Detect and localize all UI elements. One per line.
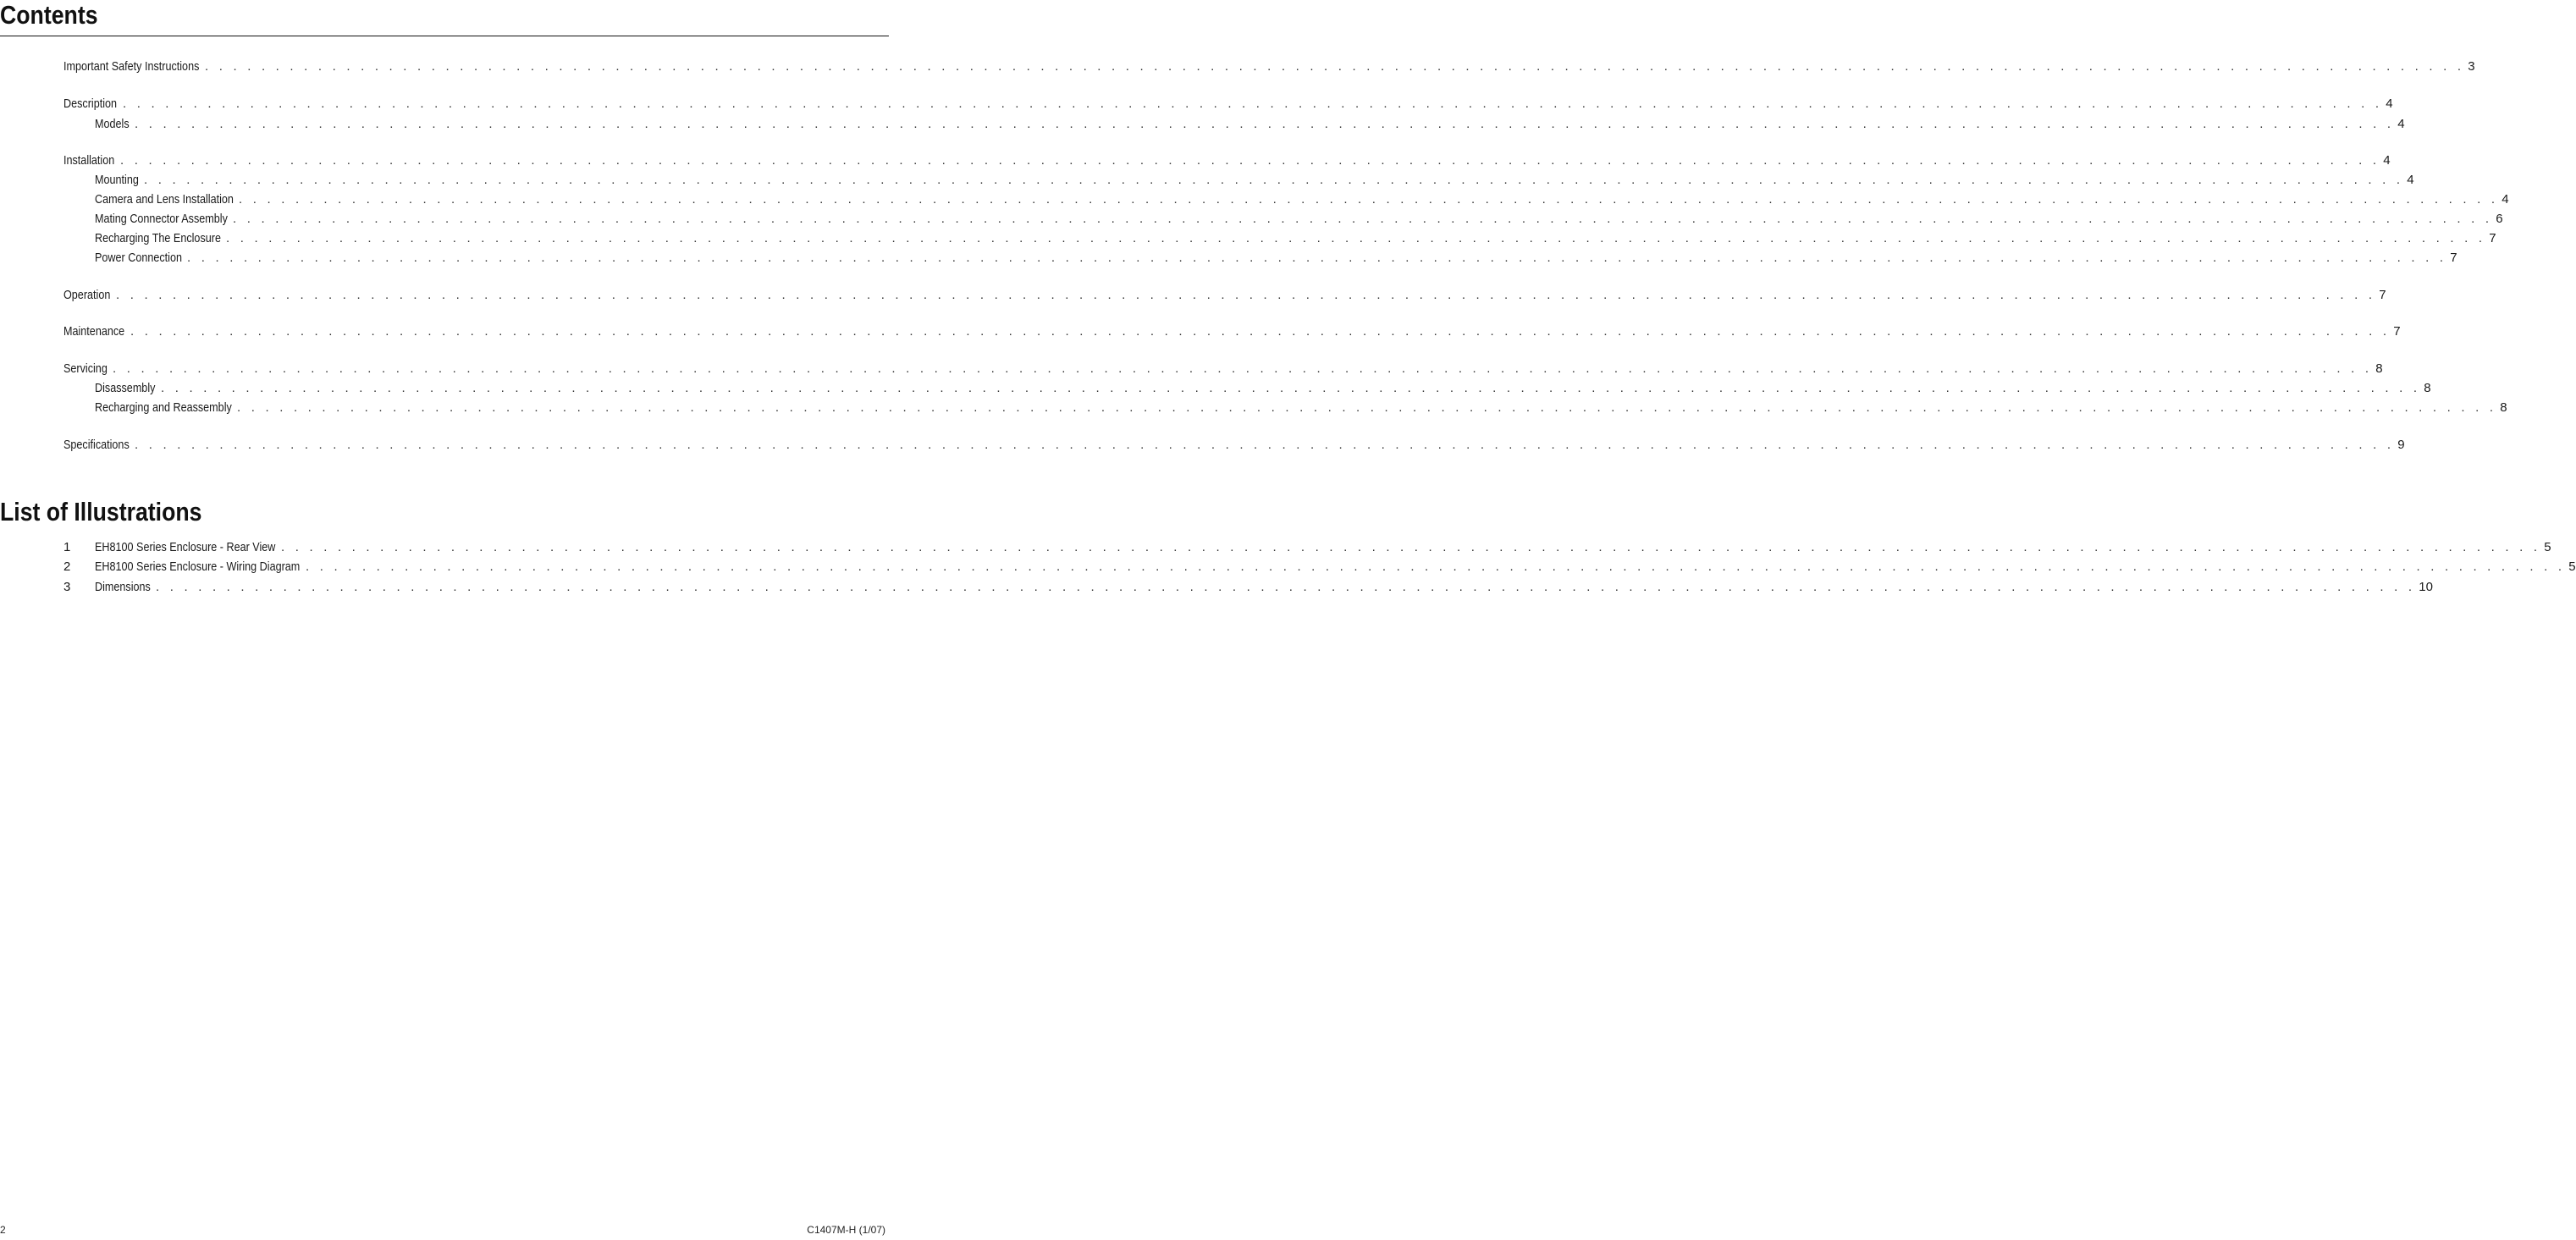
toc-entry-title: Operation bbox=[63, 288, 111, 302]
toc-entry-title: Specifications bbox=[63, 438, 130, 452]
toc-entry-title: Recharging The Enclosure bbox=[95, 231, 221, 245]
toc-page-number: 8 bbox=[2375, 361, 2383, 376]
toc-page-number: 7 bbox=[2450, 251, 2457, 265]
toc-page-number: 4 bbox=[2407, 173, 2414, 187]
toc-page-number: 7 bbox=[2489, 231, 2496, 245]
toc-entry[interactable] bbox=[95, 191, 2509, 207]
toc-page-number: 5 bbox=[2544, 540, 2551, 554]
toc-entry-title: Camera and Lens Installation bbox=[95, 192, 234, 207]
dot-leader: . . . . . . . . . . . . . . . . . . . . . . . . . . . . . . . . . . . . . . . . . . . . . . . . . . . . . . . . . . . . . . . . . . . . . . . . . . . . . . . . . . . . . . . . . . . . . . . . . . . . . . . . . . . . . . . . . . . . . . . . . . . . . . . . . . . . . . . . . . . . . . . . . . . . . . . . . . . . . . . . bbox=[306, 559, 2566, 574]
toc-page-number: 5 bbox=[2568, 559, 2576, 574]
dot-leader: . . . . . . . . . . . . . . . . . . . . . . . . . . . . . . . . . . . . . . . . . . . . . . . . . . . . . . . . . . . . . . . . . . . . . . . . . . . . . . . . . . . . . . . . . . . . . . . . . . . . . . . . . . . . . . . . . . . . . . . . . . . . . . . . . . . . . . . . . . . . . . . . . . . . . . . . . . . . . . . . bbox=[226, 231, 2486, 245]
toc-entry[interactable] bbox=[63, 96, 2393, 112]
toc-entry-title: Installation bbox=[63, 153, 115, 168]
contents-title: Contents bbox=[0, 0, 98, 30]
toc-entry-title: EH8100 Series Enclosure - Wiring Diagram bbox=[95, 559, 301, 574]
toc-entry-title: Disassembly bbox=[95, 381, 156, 395]
toc-entry[interactable] bbox=[95, 380, 2431, 396]
toc-entry-title: Mounting bbox=[95, 173, 139, 187]
toc-page-number: 4 bbox=[2383, 153, 2391, 168]
dot-leader: . . . . . . . . . . . . . . . . . . . . . . . . . . . . . . . . . . . . . . . . . . . . . . . . . . . . . . . . . . . . . . . . . . . . . . . . . . . . . . . . . . . . . . . . . . . . . . . . . . . . . . . . . . . . . . . . . . . . . . . . . . . . . . . . . . . . . . . . . . . . . . . . . . . . . . . . . . . . . . . . bbox=[233, 212, 2493, 226]
dot-leader: . . . . . . . . . . . . . . . . . . . . . . . . . . . . . . . . . . . . . . . . . . . . . . . . . . . . . . . . . . . . . . . . . . . . . . . . . . . . . . . . . . . . . . . . . . . . . . . . . . . . . . . . . . . . . . . . . . . . . . . . . . . . . . . . . . . . . . . . . . . . . . . . . . . . . . . . . . . . . . . . bbox=[120, 153, 2380, 168]
dot-leader: . . . . . . . . . . . . . . . . . . . . . . . . . . . . . . . . . . . . . . . . . . . . . . . . . . . . . . . . . . . . . . . . . . . . . . . . . . . . . . . . . . . . . . . . . . . . . . . . . . . . . . . . . . . . . . . . . . . . . . . . . . . . . . . . . . . . . . . . . . . . . . . . . . . . . . . . . . . . . . . . bbox=[130, 324, 2391, 339]
toc-entry[interactable] bbox=[95, 116, 2405, 132]
toc-entry[interactable] bbox=[63, 437, 2405, 453]
toc-entry-title: Dimensions bbox=[95, 580, 151, 594]
toc-entry[interactable] bbox=[63, 539, 2551, 555]
toc-entry[interactable] bbox=[63, 579, 2433, 595]
toc-entry[interactable] bbox=[63, 287, 2386, 303]
toc-page-number: 9 bbox=[2397, 438, 2405, 452]
toc-entry[interactable] bbox=[63, 559, 2576, 575]
toc-page-number: 3 bbox=[2468, 59, 2475, 74]
dot-leader: . . . . . . . . . . . . . . . . . . . . . . . . . . . . . . . . . . . . . . . . . . . . . . . . . . . . . . . . . . . . . . . . . . . . . . . . . . . . . . . . . . . . . . . . . . . . . . . . . . . . . . . . . . . . . . . . . . . . . . . . . . . . . . . . . . . . . . . . . . . . . . . . . . . . . . . . . . . . . . . . bbox=[237, 400, 2497, 415]
toc-page-number: 7 bbox=[2393, 324, 2401, 339]
dot-leader: . . . . . . . . . . . . . . . . . . . . . . . . . . . . . . . . . . . . . . . . . . . . . . . . . . . . . . . . . . . . . . . . . . . . . . . . . . . . . . . . . . . . . . . . . . . . . . . . . . . . . . . . . . . . . . . . . . . . . . . . . . . . . . . . . . . . . . . . . . . . . . . . . . . . . . . . . . . . . . . . bbox=[123, 96, 2383, 111]
dot-leader: . . . . . . . . . . . . . . . . . . . . . . . . . . . . . . . . . . . . . . . . . . . . . . . . . . . . . . . . . . . . . . . . . . . . . . . . . . . . . . . . . . . . . . . . . . . . . . . . . . . . . . . . . . . . . . . . . . . . . . . . . . . . . . . . . . . . . . . . . . . . . . . . . . . . . . . . . . . . . . . . bbox=[239, 192, 2499, 207]
toc-page-number: 6 bbox=[2496, 212, 2503, 226]
toc-entry[interactable] bbox=[63, 152, 2391, 168]
toc-entry[interactable] bbox=[95, 172, 2414, 188]
toc-page-number: 10 bbox=[2419, 580, 2433, 594]
toc-entry-title: EH8100 Series Enclosure - Rear View bbox=[95, 540, 276, 554]
figure-number: 3 bbox=[63, 580, 71, 594]
toc-entry[interactable] bbox=[95, 211, 2503, 227]
toc-page-number: 4 bbox=[2386, 96, 2393, 111]
dot-leader: . . . . . . . . . . . . . . . . . . . . . . . . . . . . . . . . . . . . . . . . . . . . . . . . . . . . . . . . . . . . . . . . . . . . . . . . . . . . . . . . . . . . . . . . . . . . . . . . . . . . . . . . . . . . . . . . . . . . . . . . . . . . . . . . . . . . . . . . . . . . . . . . . . . . . . . . . . . . . . . . bbox=[135, 117, 2395, 131]
dot-leader: . . . . . . . . . . . . . . . . . . . . . . . . . . . . . . . . . . . . . . . . . . . . . . . . . . . . . . . . . . . . . . . . . . . . . . . . . . . . . . . . . . . . . . . . . . . . . . . . . . . . . . . . . . . . . . . . . . . . . . . . . . . . . . . . . . . . . . . . . . . . . . . . . . . . . . . . . . . . . . . . bbox=[113, 361, 2373, 376]
toc-entry-title: Description bbox=[63, 96, 118, 111]
toc-entry-title: Power Connection bbox=[95, 251, 182, 265]
toc-entry-title: Recharging and Reassembly bbox=[95, 400, 232, 415]
toc-entry-title: Mating Connector Assembly bbox=[95, 212, 228, 226]
figure-number: 1 bbox=[63, 540, 71, 554]
toc-entry-title: Important Safety Instructions bbox=[63, 59, 200, 74]
toc-page-number: 7 bbox=[2379, 288, 2386, 302]
toc-page-number: 4 bbox=[2502, 192, 2509, 207]
dot-leader: . . . . . . . . . . . . . . . . . . . . . . . . . . . . . . . . . . . . . . . . . . . . . . . . . . . . . . . . . . . . . . . . . . . . . . . . . . . . . . . . . . . . . . . . . . . . . . . . . . . . . . . . . . . . . . . . . . . . . . . . . . . . . . . . . . . . . . . . . . . . . . . . . . . . . . . . . . . . . . . . bbox=[135, 438, 2395, 452]
dot-leader: . . . . . . . . . . . . . . . . . . . . . . . . . . . . . . . . . . . . . . . . . . . . . . . . . . . . . . . . . . . . . . . . . . . . . . . . . . . . . . . . . . . . . . . . . . . . . . . . . . . . . . . . . . . . . . . . . . . . . . . . . . . . . . . . . . . . . . . . . . . . . . . . . . . . . . . . . . . . . . . . bbox=[187, 251, 2447, 265]
dot-leader: . . . . . . . . . . . . . . . . . . . . . . . . . . . . . . . . . . . . . . . . . . . . . . . . . . . . . . . . . . . . . . . . . . . . . . . . . . . . . . . . . . . . . . . . . . . . . . . . . . . . . . . . . . . . . . . . . . . . . . . . . . . . . . . . . . . . . . . . . . . . . . . . . . . . . . . . . . . . . . . . bbox=[156, 580, 2416, 594]
dot-leader: . . . . . . . . . . . . . . . . . . . . . . . . . . . . . . . . . . . . . . . . . . . . . . . . . . . . . . . . . . . . . . . . . . . . . . . . . . . . . . . . . . . . . . . . . . . . . . . . . . . . . . . . . . . . . . . . . . . . . . . . . . . . . . . . . . . . . . . . . . . . . . . . . . . . . . . . . . . . . . . . bbox=[116, 288, 2376, 302]
toc-page-number: 8 bbox=[2500, 400, 2507, 415]
dot-leader: . . . . . . . . . . . . . . . . . . . . . . . . . . . . . . . . . . . . . . . . . . . . . . . . . . . . . . . . . . . . . . . . . . . . . . . . . . . . . . . . . . . . . . . . . . . . . . . . . . . . . . . . . . . . . . . . . . . . . . . . . . . . . . . . . . . . . . . . . . . . . . . . . . . . . . . . . . . . . . . . bbox=[144, 173, 2404, 187]
toc-entry[interactable] bbox=[95, 250, 2457, 266]
toc-entry[interactable] bbox=[95, 400, 2507, 416]
toc-page-number: 4 bbox=[2397, 117, 2405, 131]
toc-entry[interactable] bbox=[63, 58, 2475, 74]
dot-leader: . . . . . . . . . . . . . . . . . . . . . . . . . . . . . . . . . . . . . . . . . . . . . . . . . . . . . . . . . . . . . . . . . . . . . . . . . . . . . . . . . . . . . . . . . . . . . . . . . . . . . . . . . . . . . . . . . . . . . . . . . . . . . . . . . . . . . . . . . . . . . . . . . . . . . . . . . . . . . . . . bbox=[205, 59, 2465, 74]
toc-page-number: 8 bbox=[2424, 381, 2431, 395]
illustrations-title: List of Illustrations bbox=[0, 497, 202, 526]
dot-leader: . . . . . . . . . . . . . . . . . . . . . . . . . . . . . . . . . . . . . . . . . . . . . . . . . . . . . . . . . . . . . . . . . . . . . . . . . . . . . . . . . . . . . . . . . . . . . . . . . . . . . . . . . . . . . . . . . . . . . . . . . . . . . . . . . . . . . . . . . . . . . . . . . . . . . . . . . . . . . . . . bbox=[161, 381, 2421, 395]
toc-entry[interactable] bbox=[95, 230, 2496, 246]
dot-leader: . . . . . . . . . . . . . . . . . . . . . . . . . . . . . . . . . . . . . . . . . . . . . . . . . . . . . . . . . . . . . . . . . . . . . . . . . . . . . . . . . . . . . . . . . . . . . . . . . . . . . . . . . . . . . . . . . . . . . . . . . . . . . . . . . . . . . . . . . . . . . . . . . . . . . . . . . . . . . . . . bbox=[281, 540, 2541, 554]
toc-entry-title: Servicing bbox=[63, 361, 108, 376]
figure-number: 2 bbox=[63, 559, 71, 574]
footer-page-number: 2 bbox=[0, 1224, 6, 1236]
toc-entry-title: Models bbox=[95, 117, 130, 131]
toc-entry[interactable] bbox=[63, 323, 2401, 339]
toc-entry-title: Maintenance bbox=[63, 324, 125, 339]
toc-entry[interactable] bbox=[63, 361, 2383, 377]
footer-document-code: C1407M-H (1/07) bbox=[807, 1224, 885, 1236]
